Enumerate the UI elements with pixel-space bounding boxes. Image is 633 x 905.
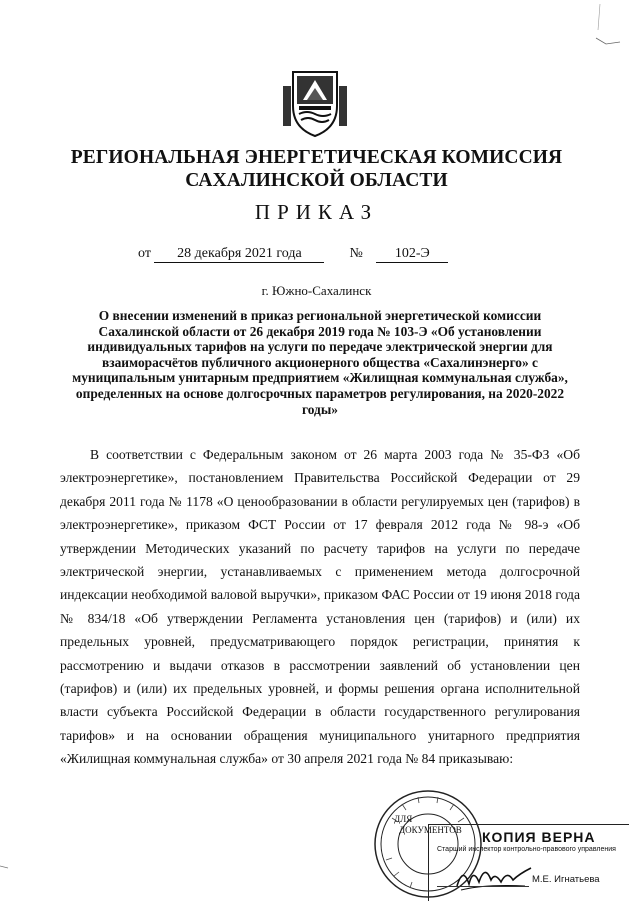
date-number-line xyxy=(138,246,448,263)
document-type: ПРИКАЗ xyxy=(254,200,379,224)
date-prefix: от xyxy=(138,246,151,261)
document-body xyxy=(60,443,580,771)
organization-title xyxy=(40,146,593,192)
handwritten-signature-icon xyxy=(455,860,535,894)
document-number: 102-Э xyxy=(376,246,448,263)
body-paragraph: В соответствии с Федеральным законом от 26 марта 2003 года № 35-ФЗ «Об электроэнергетике», постановлением Правительства Российской Федерации от 29 декабря 2011 года № 1178 «О ценообразовании в области регулируемых цен (тарифов) в электроэнергетике», приказом ФСТ России от 17 февраля 2012 года № 98-э «Об утверждении Методических указаний по расчету тарифов на услуги по передаче электрической энергии, устанавливаемых с применением метода долгосрочной индексации необходимой валовой выручки», приказом ФАС России от 19 июня 2018 года № 834/18 «Об утверждении Регламента установления цен (тарифов) и (или) их предельных уровней, предусматривающего порядок регистрации, принятия к рассмотрению и выдачи отказов в рассмотрении заявлений об установлении цен (тарифов) и (или) их предельных уровней, и формы решения органа исполнительной власти субъекта Российской Федерации в области государственного регулирования тарифов» и на основании обращения муниципального унитарного предприятия «Жилищная коммунальная служба» от 30 апреля 2021 года № 84 приказываю: xyxy=(60,447,580,767)
certification-title: КОПИЯ ВЕРНА xyxy=(482,829,596,845)
signature-line xyxy=(437,886,529,887)
document-subject: О внесении изменений в приказ региональной энергетической комиссии Сахалинской области от 26 декабря 2019 года № 103-Э «Об установлении индивидуальных тарифов на услуги по передаче электрической энергии для взаиморасчётов публичного акционерного общества «Сахалинэнерго» с муниципальным унитарным предприятием «Жилищная коммунальная служба», определенных на основе долгосрочных параметров регулирования, на 2020-2022 годы» xyxy=(72,308,568,417)
organization-title-line2: САХАЛИНСКОЙ ОБЛАСТИ xyxy=(185,170,448,191)
city: г. Южно-Сахалинск xyxy=(261,283,372,298)
stamp-text: ДОКУМЕНТОВ xyxy=(399,825,462,835)
certification-position: Старший инспектор контрольно-правового управления xyxy=(437,846,616,853)
stamp-text: ДЛЯ xyxy=(394,814,413,824)
organization-title-line1: РЕГИОНАЛЬНАЯ ЭНЕРГЕТИЧЕСКАЯ КОМИССИЯ xyxy=(70,147,563,168)
coat-of-arms-icon xyxy=(283,66,347,138)
number-sign: № xyxy=(349,246,363,261)
document-date: 28 декабря 2021 года xyxy=(154,246,324,263)
certifier-name: М.Е. Игнатьева xyxy=(532,874,600,885)
